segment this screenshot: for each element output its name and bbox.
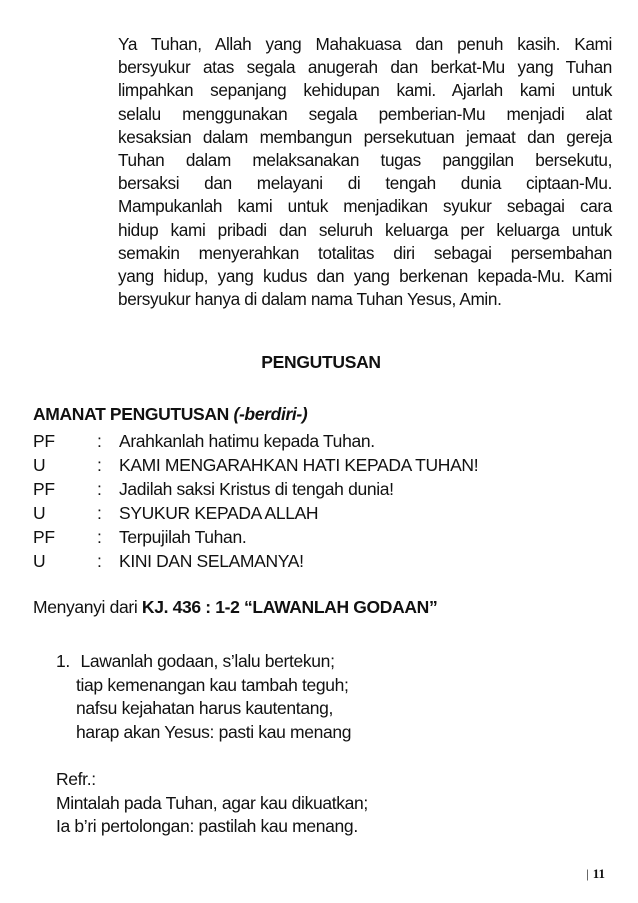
prayer-line: Ya Tuhan, Allah yang Mahakuasa dan penuh kasih. Kami	[118, 34, 612, 54]
verse-line: harap akan Yesus: pasti kau menang	[76, 721, 352, 742]
speaker-label: PF	[33, 479, 55, 499]
speaker-label: PF	[33, 431, 55, 451]
footer-separator: |	[586, 866, 589, 881]
prayer-line: limpahkan sepanjang kehidupan kami. Ajarlah kami untuk	[118, 80, 612, 101]
prayer-line: Tuhan dalam melaksanakan tugas panggilan bersekutu,	[118, 150, 612, 171]
dialog-row	[33, 549, 613, 573]
song-intro-text: Menyanyi dari	[33, 597, 142, 617]
dialog-text: Jadilah saksi Kristus di tengah dunia!	[119, 479, 394, 499]
separator: :	[97, 551, 102, 571]
dialog-row	[33, 453, 613, 477]
separator: :	[97, 479, 102, 499]
dialog-text: KAMI MENGARAHKAN HATI KEPADA TUHAN!	[119, 455, 479, 475]
dialog-row	[33, 477, 613, 501]
responsive-dialog	[33, 429, 613, 573]
verse-line-text: Lawanlah godaan, s’lalu bertekun;	[80, 651, 335, 671]
prayer-line: hidup kami pribadi dan seluruh keluarga per keluarga untuk	[118, 219, 612, 240]
speaker-label: PF	[33, 527, 55, 547]
speaker-label: U	[33, 551, 46, 571]
dialog-text: SYUKUR KEPADA ALLAH	[119, 503, 319, 523]
prayer-line: bersyukur atas segala anugerah dan berkat-Mu yang Tuhan	[118, 57, 612, 78]
dialog-text: KINI DAN SELAMANYA!	[119, 551, 304, 571]
prayer-line: kesaksian dalam membangun persekutuan jemaat dan gereja	[118, 126, 612, 147]
dialog-text: Terpujilah Tuhan.	[119, 527, 247, 547]
separator: :	[97, 431, 102, 451]
prayer-paragraph	[118, 33, 612, 311]
song-intro	[33, 597, 437, 618]
song-refrain	[56, 768, 368, 839]
section-heading-text: PENGUTUSAN	[261, 352, 381, 372]
separator: :	[97, 455, 102, 475]
separator: :	[97, 527, 102, 547]
verse-line: nafsu kejahatan harus kautentang,	[76, 698, 333, 718]
page-footer	[586, 866, 605, 882]
refrain-label: Refr.:	[56, 769, 96, 789]
dialog-row	[33, 429, 613, 453]
dialog-text: Arahkanlah hatimu kepada Tuhan.	[119, 431, 375, 451]
speaker-label: U	[33, 455, 46, 475]
dialog-row	[33, 501, 613, 525]
prayer-line: bersaksi dan melayani di tengah dunia ciptaan-Mu.	[118, 173, 612, 194]
section-heading	[0, 352, 638, 373]
amanat-title-text: AMANAT PENGUTUSAN	[33, 404, 229, 424]
page-number: 11	[592, 866, 605, 881]
dialog-row	[33, 525, 613, 549]
prayer-line: selalu menggunakan segala pemberian-Mu menjadi alat	[118, 103, 612, 124]
prayer-line: bersyukur hanya di dalam nama Tuhan Yesus, Amin.	[118, 289, 502, 310]
amanat-title	[33, 404, 307, 425]
verse-number: 1.	[56, 651, 70, 671]
prayer-line: yang hidup, yang kudus dan yang berkenan kepada-Mu. Kami	[118, 266, 612, 287]
refrain-line: Ia b’ri pertolongan: pastilah kau menang.	[56, 816, 358, 836]
separator: :	[97, 503, 102, 523]
amanat-note: (-berdiri-)	[233, 404, 308, 424]
speaker-label: U	[33, 503, 46, 523]
refrain-line: Mintalah pada Tuhan, agar kau dikuatkan;	[56, 792, 368, 813]
verse-line: tiap kemenangan kau tambah teguh;	[76, 674, 349, 695]
prayer-line: Mampukanlah kami untuk menjadikan syukur sebagai cara	[118, 196, 612, 217]
song-reference: KJ. 436 : 1-2 “LAWANLAH GODAAN”	[141, 597, 438, 617]
song-verse	[56, 650, 351, 744]
verse-line	[56, 650, 351, 674]
prayer-line: semakin menyerahkan totalitas diri sebagai persembahan	[118, 242, 612, 263]
